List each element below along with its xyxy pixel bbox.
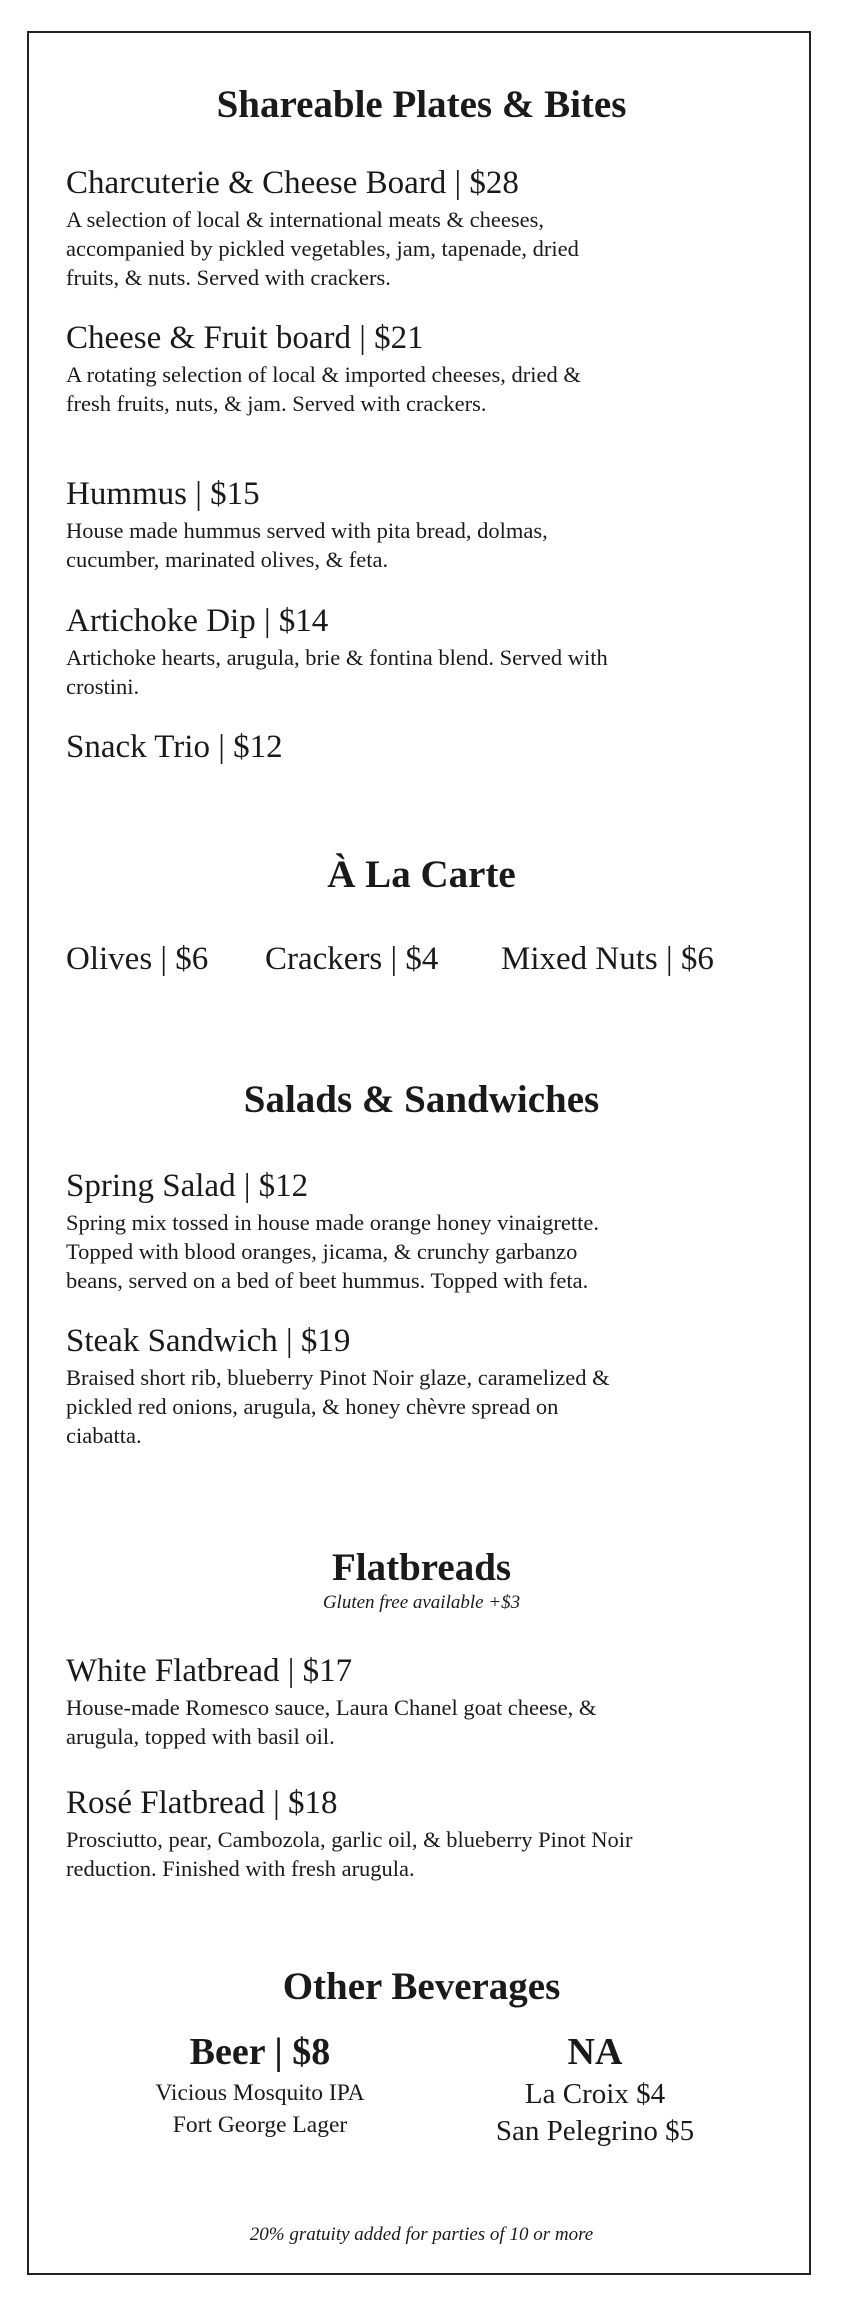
menu-item-description: House made hummus served with pita bread, dolmas, cucumber, marinated olives, & feta. bbox=[66, 518, 548, 572]
na-heading: NA bbox=[567, 2031, 623, 2073]
section-heading-beverages: Other Beverages bbox=[282, 1965, 561, 2008]
gratuity-note: 20% gratuity added for parties of 10 or more bbox=[249, 2224, 594, 2245]
menu-item-title: Rosé Flatbread | $18 bbox=[66, 1785, 338, 1821]
alacarte-item: Mixed Nuts | $6 bbox=[501, 941, 714, 977]
menu-item-title: Spring Salad | $12 bbox=[66, 1168, 309, 1204]
gluten-free-note: Gluten free available +$3 bbox=[322, 1592, 521, 1613]
menu-item-title: Cheese & Fruit board | $21 bbox=[66, 320, 424, 356]
section-heading-salads: Salads & Sandwiches bbox=[243, 1078, 600, 1121]
menu-item-title: Steak Sandwich | $19 bbox=[66, 1323, 351, 1359]
menu-item-title: Hummus | $15 bbox=[66, 476, 260, 512]
menu-item-description: House-made Romesco sauce, Laura Chanel goat cheese, & arugula, topped with basil oil. bbox=[66, 1695, 597, 1749]
beer-heading: Beer | $8 bbox=[189, 2031, 331, 2073]
alacarte-item: Olives | $6 bbox=[66, 941, 209, 977]
menu-item-description: Spring mix tossed in house made orange honey vinaigrette. Topped with blood oranges, jicama, & crunchy garbanzo beans, served on a bed of beet hummus. Topped with feta. bbox=[66, 1210, 600, 1293]
alacarte-item: Crackers | $4 bbox=[265, 941, 439, 977]
section-heading-shareable: Shareable Plates & Bites bbox=[216, 83, 627, 126]
section-heading-alacarte: À La Carte bbox=[327, 853, 516, 896]
menu-item-title: Artichoke Dip | $14 bbox=[66, 603, 329, 639]
menu-item-title: Snack Trio | $12 bbox=[66, 729, 283, 765]
menu-item-description: Artichoke hearts, arugula, brie & fontina blend. Served with crostini. bbox=[66, 645, 608, 699]
menu-item-title: White Flatbread | $17 bbox=[66, 1653, 353, 1689]
menu-item-description: Braised short rib, blueberry Pinot Noir glaze, caramelized & pickled red onions, arugula, & honey chèvre spread on ciabatta. bbox=[66, 1365, 610, 1448]
menu-item-description: Prosciutto, pear, Cambozola, garlic oil, & blueberry Pinot Noir reduction. Finished with fresh arugula. bbox=[66, 1827, 633, 1881]
beer-item: Vicious Mosquito IPA bbox=[155, 2080, 365, 2106]
menu-item-description: A selection of local & international meats & cheeses, accompanied by pickled vegetables, jam, tapenade, dried fruits, & nuts. Served with crackers. bbox=[66, 207, 579, 290]
section-heading-flatbreads: Flatbreads bbox=[331, 1546, 512, 1589]
menu-item-description: A rotating selection of local & imported cheeses, dried & fresh fruits, nuts, & jam. Served with crackers. bbox=[66, 362, 581, 416]
menu-item-title: Charcuterie & Cheese Board | $28 bbox=[66, 165, 519, 201]
na-item: San Pelegrino $5 bbox=[495, 2115, 695, 2147]
beer-item: Fort George Lager bbox=[172, 2112, 348, 2138]
na-item: La Croix $4 bbox=[524, 2078, 666, 2110]
